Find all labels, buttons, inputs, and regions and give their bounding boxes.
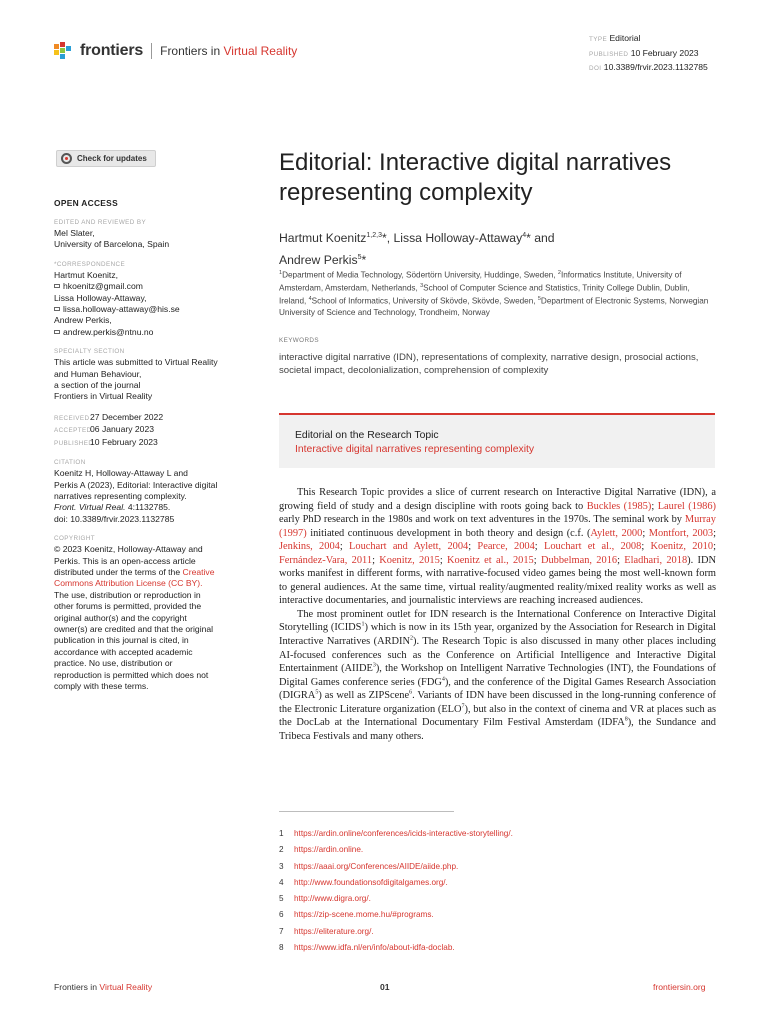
email-icon: [54, 284, 60, 288]
citation-text: Perkis A (2023), Editorial: Interactive digital: [54, 479, 218, 490]
citation-link[interactable]: Koenitz, 2015: [379, 554, 440, 566]
research-topic-box: [279, 413, 715, 468]
footnote-link[interactable]: https://www.idfa.nl/en/info/about-idfa-doclab.: [294, 943, 455, 953]
corr-name: Andrew Perkis,: [54, 315, 112, 326]
body-text: ;: [339, 541, 350, 553]
corr-email[interactable]: hkoenitz@gmail.com: [54, 281, 234, 292]
copyright-text: other forums is permitted, provided the: [54, 601, 202, 612]
specialty-text: and Human Behaviour,: [54, 368, 142, 379]
body-text: early PhD research in the 1980s and work on text adventures in the 1970s. The seminal work by: [279, 514, 685, 526]
body-text: ;: [372, 554, 380, 566]
copyright-text: distributed under the terms of the Creative: [54, 566, 215, 577]
citation-link[interactable]: Louchart et al., 2008: [543, 541, 642, 553]
footnote-number: 1: [279, 829, 284, 838]
footnote-marker[interactable]: 2: [410, 635, 414, 642]
citation-link[interactable]: Pearce, 2004: [477, 541, 535, 553]
body-text: ;: [641, 541, 651, 553]
journal-name: Frontiers in Virtual Reality: [160, 44, 298, 58]
footnote-number: 4: [279, 877, 284, 887]
footnote-number: 8: [279, 943, 284, 953]
body-text: ). IDN works manifest in different forms, with narrative-focused video games being the most well-known form to general audiences. At the same time, virtual reality/augmented reality/mixed reality works as well as interactive documentaries, and journalistic interviews are reaching increased audiences.: [279, 554, 716, 607]
body-paragraph: [279, 608, 716, 743]
body-text: ;: [617, 554, 625, 566]
brand-name: frontiers: [80, 42, 144, 59]
citation-link[interactable]: Murray (1997): [279, 514, 716, 539]
published-date: 10 February 2023: [630, 47, 699, 58]
keywords-label: KEYWORDS: [279, 337, 319, 344]
body-text: ;: [533, 554, 541, 566]
update-check-icon: [61, 153, 72, 164]
footnote-item: [279, 842, 513, 858]
editor-name: Mel Slater,: [54, 228, 95, 239]
article-body: [279, 486, 716, 743]
citation-doi[interactable]: doi: 10.3389/frvir.2023.1132785: [54, 513, 175, 524]
check-for-updates-button[interactable]: Check for updates: [56, 150, 156, 167]
copyright-text: publication in this journal is cited, in: [54, 635, 189, 646]
citation-link[interactable]: Buckles (1985): [586, 500, 652, 512]
footnote-link[interactable]: https://ardin.online/conferences/icids-interactive-storytelling/.: [294, 829, 513, 838]
body-text: ) as well as ZIPScene: [318, 690, 410, 702]
body-text: ;: [713, 541, 716, 553]
body-text: ). The Research Topic is also discussed in many other places including AI-focused conferences such as the Conference on Artificial Intelligence and Interactive Digital Entertainment (AIIDE: [279, 636, 716, 675]
citation-link[interactable]: Aylett, 2000: [590, 527, 643, 539]
footnote-marker[interactable]: 7: [461, 703, 465, 710]
footnote-marker[interactable]: 1: [361, 622, 365, 628]
footnote-link[interactable]: http://www.foundationsofdigitalgames.org/.: [294, 877, 448, 887]
citation-text: narratives representing complexity.: [54, 490, 187, 501]
footnote-number: 7: [279, 926, 284, 936]
body-text: ), but also in the context of cinema and VR at places such as the DocLab at the International Documentary Film Festival Amsterdam (IDFA: [279, 703, 716, 729]
corr-name: Lissa Holloway-Attaway,: [54, 292, 147, 303]
footer-site-link[interactable]: frontiersin.org: [653, 982, 706, 992]
citation-link[interactable]: Koenitz, 2010: [650, 541, 714, 553]
article-type: Editorial: [609, 33, 641, 43]
footnote-link[interactable]: https://eliterature.org/.: [294, 926, 374, 936]
body-text: This Research Topic provides a slice of current research on Interactive Digital Narrative (IDN), a growing field of study and a design discipline with roots going back to: [279, 487, 716, 512]
body-text: The most prominent outlet for IDN research is the International Conference on Interactive Digital Storytelling (ICIDS: [279, 608, 716, 634]
footnote-number: 5: [279, 894, 284, 904]
specialty-text: Frontiers in Virtual Reality: [54, 391, 153, 402]
copyright-text: practice. No use, distribution or: [54, 658, 173, 669]
logo-divider: [151, 43, 152, 59]
copyright-text: accordance with accepted academic: [54, 646, 193, 657]
page-number: 01: [380, 982, 390, 992]
doi[interactable]: 10.3389/frvir.2023.1132785: [603, 62, 708, 73]
license-link[interactable]: Commons Attribution License (CC BY).: [54, 578, 203, 589]
email-icon: [54, 307, 60, 311]
citation-link[interactable]: Louchart and Aylett, 2004: [349, 541, 469, 553]
citation-link[interactable]: Dubbelman, 2016: [540, 554, 618, 566]
email-icon: [54, 330, 60, 334]
footnote-link[interactable]: https://zip-scene.mome.hu/#programs.: [294, 910, 434, 920]
footnote-marker[interactable]: 3: [372, 662, 376, 669]
footnote-marker[interactable]: 5: [315, 689, 319, 696]
article-meta: TYPE Editorial PUBLISHED 10 February 2023 DOI 10.3389/frvir.2023.1132785: [589, 33, 708, 73]
frontiers-logo-icon: [54, 42, 76, 60]
copyright-text: Perkis. This is an open-access article: [54, 555, 196, 566]
specialty-label: SPECIALTY SECTION: [54, 348, 125, 356]
body-paragraph: [279, 486, 716, 608]
copyright-text: comply with these terms.: [54, 681, 149, 692]
footnote-item: [279, 907, 513, 923]
author-name[interactable]: Hartmut Koenitz: [279, 231, 367, 246]
sidebar-published-date: PUBLISHED10 February 2023: [54, 436, 158, 447]
body-text: . Variants of IDN have been discussed in the long-running conference of the Electronic Literature organization (ELO: [279, 690, 716, 715]
body-text: ;: [468, 541, 478, 553]
citation-link[interactable]: Laurel (1986): [657, 500, 716, 512]
correspondence-label: *CORRESPONDENCE: [54, 260, 126, 268]
keywords: interactive digital narrative (IDN), representations of complexity, narrative design, prosocial actions, societal impact, decolonialization, comprehension of complexity: [279, 352, 699, 376]
citation-link[interactable]: Jenkins, 2004: [279, 541, 340, 553]
copyright-text: © 2023 Koenitz, Holloway-Attaway and: [54, 544, 203, 555]
citation-text: Koenitz H, Holloway-Attaway L and: [54, 468, 188, 479]
body-text: ;: [534, 541, 544, 553]
citation-label: CITATION: [54, 459, 86, 467]
topic-heading: Editorial on the Research Topic: [295, 430, 439, 441]
footnote-item: [279, 875, 513, 891]
body-text: ;: [651, 500, 658, 512]
footnote-item: [279, 891, 513, 907]
footnote-link[interactable]: https://aaai.org/Conferences/AIIDE/aiide.php.: [294, 861, 459, 871]
topic-link[interactable]: Interactive digital narratives representing complexity: [295, 444, 535, 455]
specialty-text: This article was submitted to Virtual Reality: [54, 357, 218, 368]
footnote-item: [279, 859, 513, 875]
edited-label: EDITED AND REVIEWED BY: [54, 219, 147, 227]
footnote-number: 3: [279, 861, 284, 871]
footer-journal: Frontiers in Virtual Reality: [54, 982, 153, 992]
copyright-text: The use, distribution or reproduction in: [54, 589, 201, 600]
footnote-marker[interactable]: 6: [409, 689, 413, 696]
body-text: ), and the conference of the Digital Games Research Association (DIGRA: [279, 676, 717, 702]
footnote-divider: [279, 811, 454, 812]
body-text: ) which is now in its 15th year, organized by the Association for Research in Digital Interactive Narratives (ARDIN: [279, 622, 716, 648]
author-name[interactable]: Lissa Holloway-Attaway: [393, 231, 523, 246]
license-link[interactable]: Creative: [182, 566, 215, 577]
open-access-label: OPEN ACCESS: [54, 197, 118, 208]
corr-email[interactable]: andrew.perkis@ntnu.no: [54, 327, 234, 338]
received-date: RECEIVED27 December 2022: [54, 411, 164, 422]
footnote-link[interactable]: https://ardin.online.: [294, 845, 364, 855]
citation-journal: Front. Virtual Real. 4:1132785.: [54, 502, 171, 513]
citation-link[interactable]: Eladhari, 2018: [624, 554, 688, 566]
citation-link[interactable]: Koenitz et al., 2015: [447, 554, 534, 566]
footnote-item: [279, 826, 513, 842]
affiliations: $^1$Department of Media Technology, Södertörn University, Huddinge, Sweden, $^2$Informatics Institute, University of Amsterdam, Amsterdam, Netherlands, $^3$School of Computer Science and Statistics, Trinity College Dublin, Dublin, Ireland, $^4$School of Informatics, University of Skövde, Skövde, Sweden, $^5$Department of Electronic Systems, Norwegian University of Science and Technology, Trondheim, Norway: [279, 270, 709, 318]
body-text: ;: [439, 554, 447, 566]
body-text: ;: [713, 527, 716, 539]
copyright-text: reproduction is permitted which does not: [54, 669, 209, 680]
author-list: Hartmut Koenitz$^{1,2,3}$*, Lissa Holloway-Attaway$^4$* and Andrew Perkis$^5$*: [279, 231, 555, 268]
footnote-number: 2: [279, 845, 284, 855]
citation-link[interactable]: Montfort, 2003: [648, 527, 714, 539]
copyright-text: original author(s) and the copyright: [54, 612, 187, 623]
footnotes: [279, 826, 513, 956]
article-title: Editorial: Interactive digital narratives representing complexity: [279, 149, 672, 206]
editor-affiliation: University of Barcelona, Spain: [54, 239, 170, 250]
body-text: ), the Sundance and Tribeca Festivals and many others.: [279, 717, 716, 742]
footnote-number: 6: [279, 910, 284, 920]
body-text: initiated continuous development in both theory and design (c.f. (: [306, 527, 591, 539]
body-text: ), the Workshop on Intelligent Narrative Technologies (INT), the Foundations of Digital Games conference series (FDG: [279, 663, 716, 688]
copyright-label: COPYRIGHT: [54, 535, 96, 543]
copyright-text: owner(s) are credited and that the original: [54, 623, 214, 634]
footnote-marker[interactable]: 8: [624, 716, 628, 723]
accepted-date: ACCEPTED06 January 2023: [54, 424, 155, 435]
footnote-marker[interactable]: 4: [441, 676, 445, 683]
specialty-text: a section of the journal: [54, 380, 141, 391]
corr-name: Hartmut Koenitz,: [54, 269, 118, 280]
footnote-item: [279, 924, 513, 940]
author-name[interactable]: Andrew Perkis: [279, 253, 358, 268]
footnote-link[interactable]: http://www.digra.org/.: [294, 894, 371, 904]
body-text: ;: [642, 527, 649, 539]
sidebar: [54, 150, 234, 692]
footnote-item: [279, 940, 513, 956]
corr-email[interactable]: lissa.holloway-attaway@his.se: [54, 304, 234, 315]
frontiers-logo[interactable]: [54, 40, 297, 62]
citation-link[interactable]: Fernández-Vara, 2011: [279, 554, 373, 566]
